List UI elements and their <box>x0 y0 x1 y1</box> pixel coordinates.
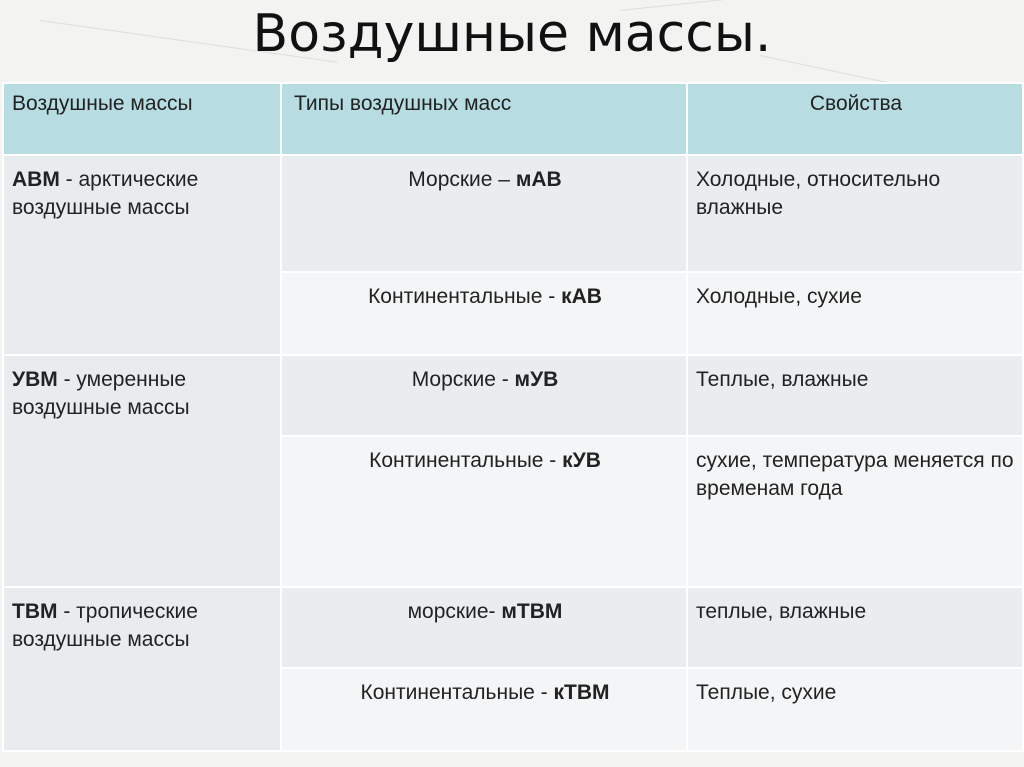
column-header-properties: Свойства <box>687 83 1023 155</box>
properties-cell: Теплые, сухие <box>687 668 1023 751</box>
type-cell <box>281 355 687 436</box>
air-mass-cell <box>3 355 281 587</box>
type-code: мАВ <box>515 168 562 191</box>
properties-cell: Теплые, влажные <box>687 355 1023 436</box>
air-mass-description: - арктические воздушные массы <box>12 168 199 219</box>
type-name: Морские - <box>411 368 515 391</box>
type-code: мУВ <box>514 368 559 391</box>
air-mass-description: - тропические воздушные массы <box>12 600 198 652</box>
type-code: кАВ <box>561 285 602 309</box>
properties-cell: теплые, влажные <box>687 587 1023 668</box>
air-mass-cell <box>3 587 281 751</box>
type-code: кУВ <box>562 448 601 472</box>
type-name: морские- <box>407 600 502 624</box>
type-name: Континентальные - <box>369 448 563 472</box>
table-row <box>3 155 1023 272</box>
column-header-types: Типы воздушных масс <box>281 83 687 155</box>
column-header-air-masses: Воздушные массы <box>3 83 281 155</box>
properties-cell: Холодные, относительно влажные <box>687 155 1023 272</box>
table-row <box>3 355 1023 436</box>
air-mass-cell <box>3 155 281 355</box>
air-masses-table <box>2 82 1024 752</box>
type-cell <box>281 155 687 272</box>
air-mass-code: ТВМ <box>12 600 58 624</box>
type-name: Континентальные - <box>368 285 562 309</box>
table-header-row <box>3 83 1023 155</box>
type-cell <box>281 668 687 751</box>
type-cell <box>281 272 687 355</box>
type-code: мТВМ <box>501 600 563 624</box>
properties-cell: Холодные, сухие <box>687 272 1023 355</box>
properties-cell: сухие, температура меняется по временам года <box>687 436 1023 588</box>
bottom-margin <box>0 752 1024 767</box>
air-mass-code: АВМ <box>12 168 60 191</box>
type-name: Морские – <box>408 168 516 191</box>
type-code: кТВМ <box>553 681 610 705</box>
type-name: Континентальные - <box>360 681 554 705</box>
table-row <box>3 587 1023 668</box>
air-mass-description: - умеренные воздушные массы <box>12 368 190 419</box>
type-cell <box>281 587 687 668</box>
type-cell <box>281 436 687 588</box>
air-mass-code: УВМ <box>12 368 58 391</box>
page-title: Воздушные массы. <box>252 4 772 64</box>
